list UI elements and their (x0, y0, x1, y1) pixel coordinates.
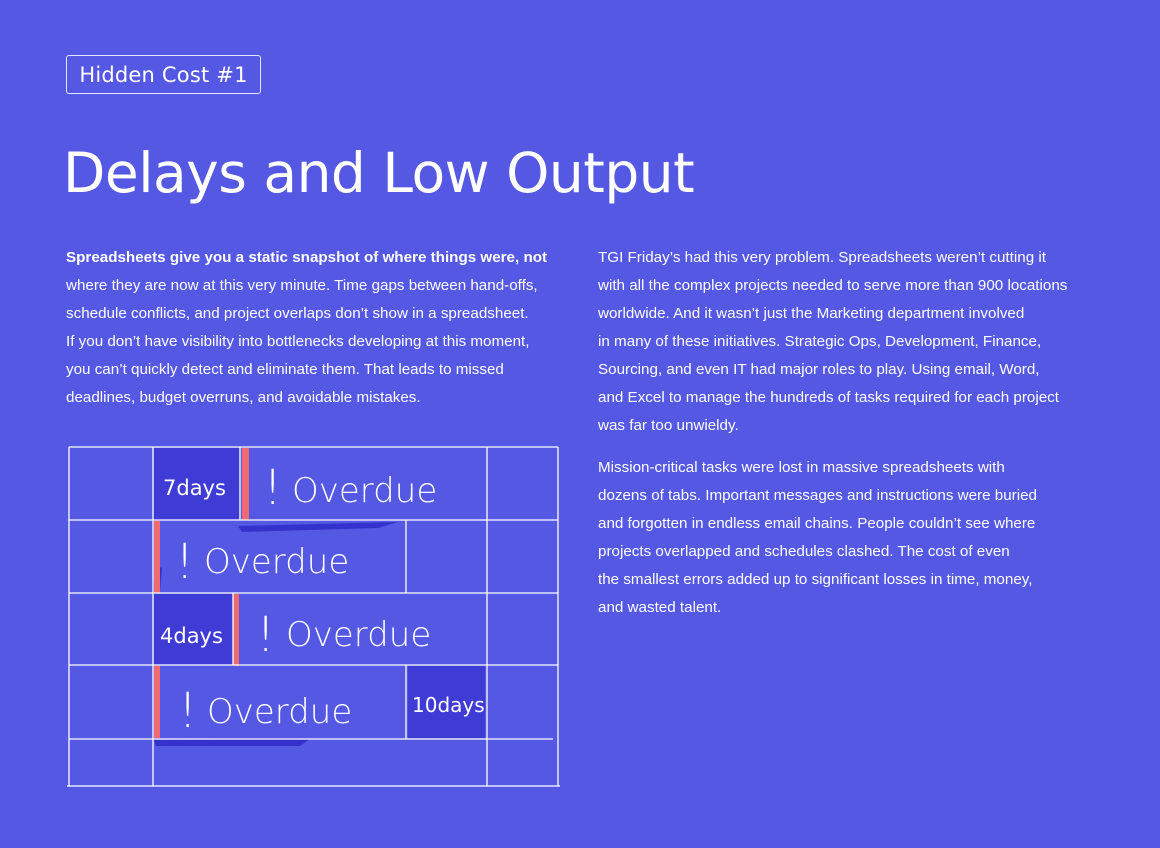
overdue-label: Overdue (204, 542, 350, 582)
exclamation-mark: ! (178, 683, 198, 739)
body-line: dozens of tabs. Important messages and instructions were buried (598, 487, 1037, 504)
right-column (598, 244, 1067, 622)
section-badge: Hidden Cost #1 (66, 55, 261, 94)
alert-bar (242, 448, 249, 520)
paragraph-tgi-fridays (598, 244, 1067, 440)
exclamation-mark: ! (175, 534, 195, 590)
exclamation-mark: ! (263, 460, 283, 516)
body-line: and forgotten in endless email chains. People couldn’t see where (598, 515, 1036, 532)
body-line: schedule conflicts, and project overlaps don’t show in a spreadsheet. (66, 305, 529, 322)
body-line: and wasted talent. (598, 599, 722, 616)
exclamation-mark: ! (256, 607, 276, 663)
body-line: Sourcing, and even IT had major roles to play. Using email, Word, (598, 361, 1040, 378)
left-column (66, 244, 547, 412)
lead-sentence: Spreadsheets give you a static snapshot of where things were, not (66, 249, 548, 266)
body-line: you can’t quickly detect and eliminate them. That leads to missed (66, 361, 504, 378)
body-line: TGI Friday’s had this very problem. Spreadsheets weren’t cutting it (598, 249, 1046, 266)
paragraph-mission-critical (598, 454, 1067, 622)
duration-label: 10days (412, 693, 485, 717)
overdue-label: Overdue (292, 471, 438, 511)
body-line: where they are now at this very minute. Time gaps between hand-offs, (66, 277, 538, 294)
body-line: worldwide. And it wasn’t just the Marketing department involved (598, 305, 1025, 322)
duration-label: 4days (160, 624, 223, 648)
body-line: Mission-critical tasks were lost in massive spreadsheets with (598, 459, 1005, 476)
body-line: was far too unwieldy. (598, 417, 739, 434)
alert-bar (233, 594, 239, 666)
duration-label: 7days (163, 476, 226, 500)
body-line: deadlines, budget overruns, and avoidable mistakes. (66, 389, 421, 406)
overdue-schedule-illustration (60, 440, 570, 795)
body-line: the smallest errors added up to significant losses in time, money, (598, 571, 1033, 588)
overdue-label: Overdue (207, 692, 353, 732)
body-line: If you don’t have visibility into bottlenecks developing at this moment, (66, 333, 530, 350)
alert-bar (154, 666, 160, 738)
page-title: Delays and Low Output (63, 141, 695, 205)
shadow-stroke (154, 739, 310, 746)
overdue-label: Overdue (286, 615, 432, 655)
schedule-grid-drawing (60, 440, 570, 795)
body-line: with all the complex projects needed to serve more than 900 locations (598, 277, 1068, 294)
alert-bar (154, 521, 160, 593)
shadow-stroke (238, 522, 398, 532)
body-line: and Excel to manage the hundreds of tasks required for each project (598, 389, 1059, 406)
body-line: in many of these initiatives. Strategic Ops, Development, Finance, (598, 333, 1042, 350)
body-line: projects overlapped and schedules clashed. The cost of even (598, 543, 1010, 560)
